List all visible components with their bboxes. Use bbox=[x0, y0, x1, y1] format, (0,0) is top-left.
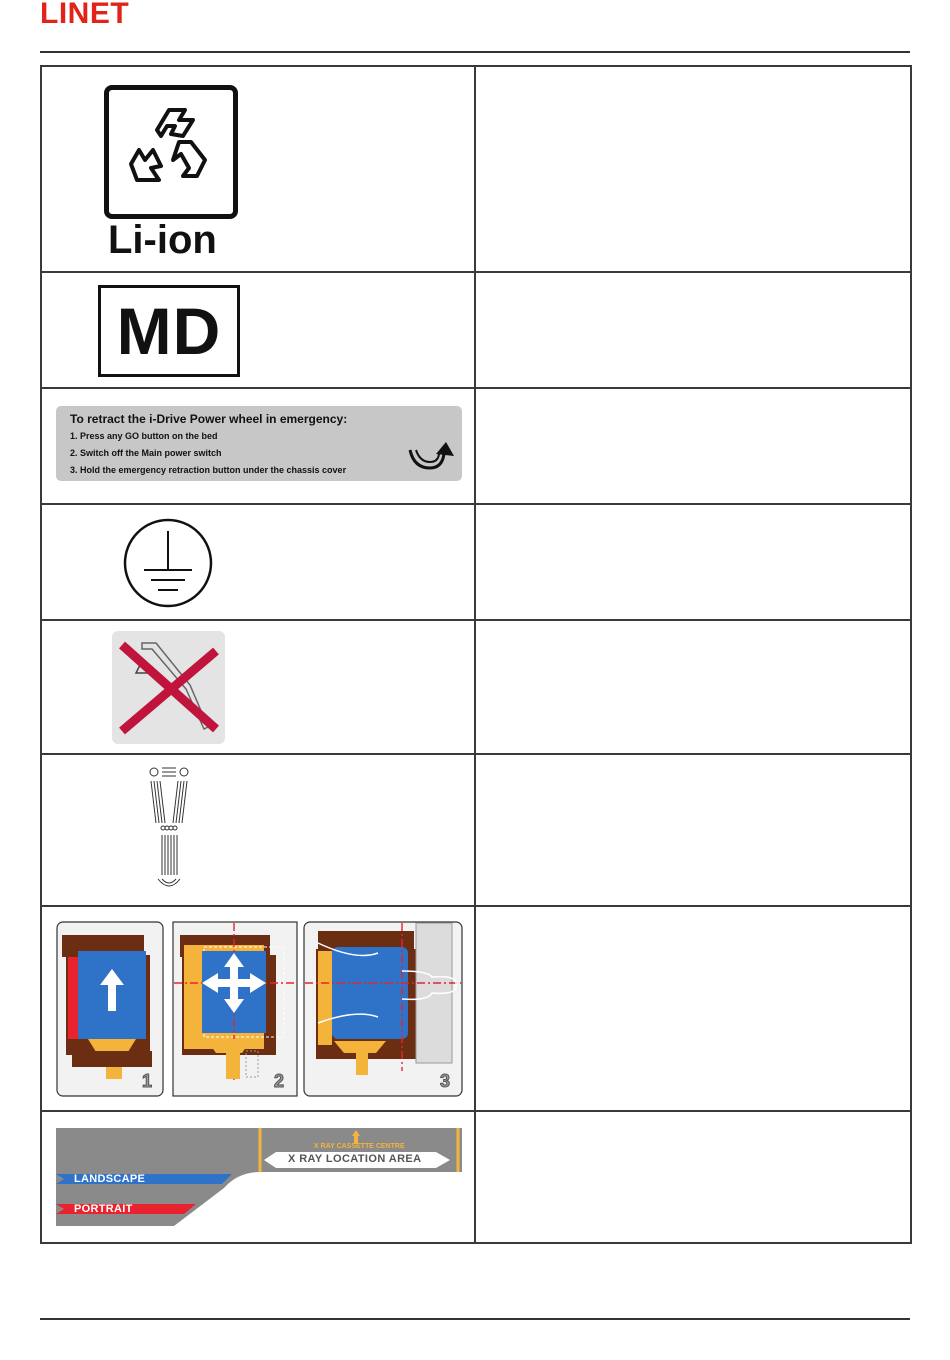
logo-text: LINET bbox=[40, 0, 130, 30]
panel-number-1: 1 bbox=[142, 1071, 153, 1091]
x-ray-location-label: X RAY LOCATION AREA bbox=[288, 1153, 422, 1165]
cable-diagram-icon bbox=[146, 765, 192, 893]
table-row bbox=[41, 66, 911, 272]
protective-earth-icon bbox=[122, 517, 214, 609]
cassette-panel-3 bbox=[304, 922, 462, 1096]
portrait-label: PORTRAIT bbox=[74, 1203, 133, 1215]
prohibited-symbol bbox=[112, 631, 225, 744]
x-ray-cassette-panels bbox=[56, 921, 464, 1097]
landscape-label: LANDSCAPE bbox=[74, 1173, 146, 1185]
li-ion-label: Li-ion bbox=[108, 218, 217, 262]
linet-logo bbox=[40, 0, 175, 28]
table-row bbox=[41, 388, 911, 504]
symbol-cell bbox=[41, 906, 475, 1111]
description-cell bbox=[475, 66, 911, 272]
cassette-panel-1 bbox=[57, 922, 163, 1096]
symbol-cell bbox=[41, 620, 475, 754]
header-rule bbox=[40, 51, 910, 53]
table-row bbox=[41, 906, 911, 1111]
i-drive-step-2: 2. Switch off the Main power switch bbox=[70, 448, 222, 458]
description-cell bbox=[475, 1111, 911, 1243]
symbol-cell bbox=[41, 388, 475, 504]
symbol-cell bbox=[41, 754, 475, 906]
symbol-cell bbox=[41, 504, 475, 620]
description-cell bbox=[475, 272, 911, 388]
md-symbol bbox=[98, 285, 240, 377]
symbol-cell bbox=[41, 272, 475, 388]
table-row bbox=[41, 754, 911, 906]
table-row bbox=[41, 1111, 911, 1243]
symbol-cell bbox=[41, 1111, 475, 1243]
recycling-frame bbox=[104, 85, 238, 219]
table-row bbox=[41, 272, 911, 388]
symbol-cell bbox=[41, 66, 475, 272]
table-row bbox=[41, 620, 911, 754]
retraction-arrow-icon bbox=[408, 440, 456, 474]
description-cell bbox=[475, 388, 911, 504]
table-row bbox=[41, 504, 911, 620]
i-drive-step-3: 3. Hold the emergency retraction button under the chassis cover bbox=[70, 465, 347, 475]
cassette-centre-label: X RAY CASSETTE CENTRE bbox=[314, 1143, 405, 1150]
description-cell bbox=[475, 754, 911, 906]
panel-number-3: 3 bbox=[440, 1071, 451, 1091]
footer-rule bbox=[40, 1318, 910, 1320]
symbol-table bbox=[40, 65, 912, 1244]
description-cell bbox=[475, 504, 911, 620]
panel-number-2: 2 bbox=[274, 1071, 285, 1091]
recycling-icon bbox=[109, 90, 233, 214]
cassette-panel-2 bbox=[173, 922, 297, 1096]
i-drive-title: To retract the i-Drive Power wheel in emergency: bbox=[70, 412, 348, 426]
description-cell bbox=[475, 620, 911, 754]
i-drive-step-1: 1. Press any GO button on the bed bbox=[70, 431, 218, 441]
x-ray-location-strip bbox=[56, 1126, 462, 1228]
siderail-prohibited-icon bbox=[112, 631, 225, 744]
md-label: MD bbox=[116, 294, 222, 368]
i-drive-retraction-label bbox=[56, 406, 462, 481]
description-cell bbox=[475, 906, 911, 1111]
